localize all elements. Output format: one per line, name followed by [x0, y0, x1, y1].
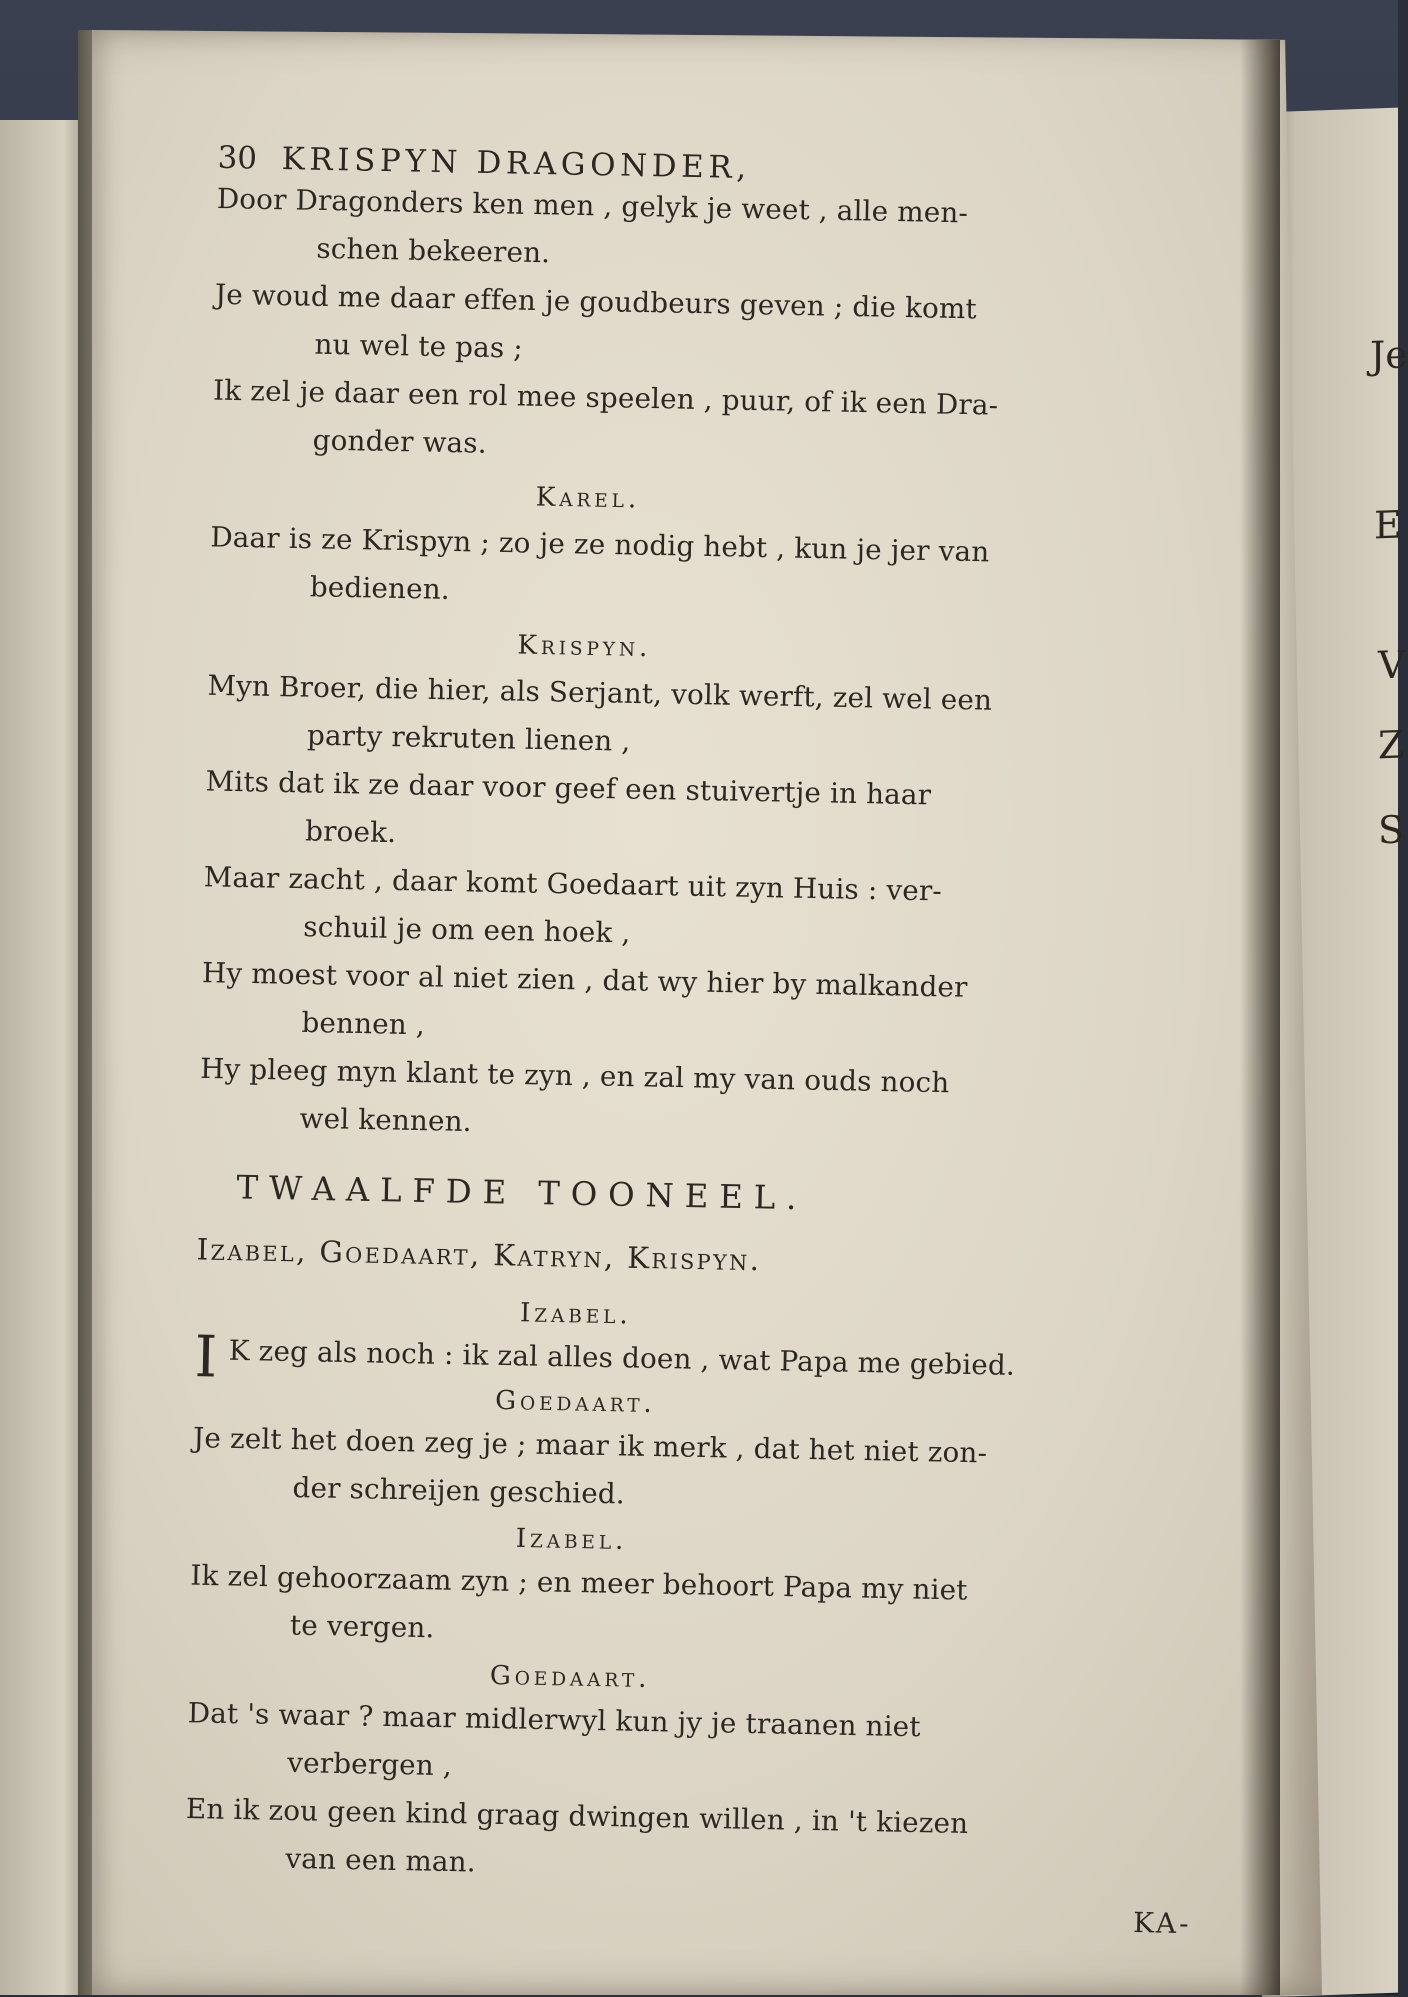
catchword: KA- [1132, 1907, 1192, 1941]
speaker-name: Krispyn. [517, 629, 652, 664]
verse-line: bedienen. [309, 571, 451, 606]
verse-line: Door Dragonders ken men , gelyk je weet , alle men- [216, 183, 969, 230]
verse-line: Myn Broer, die hier, als Serjant, volk werft, zel wel een [207, 669, 993, 717]
page-number: 30 [217, 140, 258, 177]
cast-list: Izabel, Goedaart, Katryn, Krispyn. [196, 1232, 762, 1278]
verse-line: wel kennen. [299, 1102, 473, 1138]
verse-line: En ik zou geen kind graag dwingen willen , in 't kiezen [185, 1793, 969, 1840]
verse-line: Dat 's waar ? maar midlerwyl kun jy je traanen niet [187, 1697, 921, 1744]
speaker-name: Goedaart. [494, 1384, 656, 1419]
verse-line: Je zelt het doen zeg je ; maar ik merk , dat het niet zon- [192, 1422, 988, 1470]
verse-line: Je woud me daar effen je goudbeurs geven ; die komt [214, 279, 978, 326]
verse-line: van een man. [285, 1843, 477, 1879]
verse-line: Mits dat ik ze daar voor geef een stuivertje in haar [205, 765, 932, 812]
page-gutter-shadow [1240, 40, 1280, 1995]
verse-line: party rekruten lienen , [306, 719, 631, 758]
facing-page-fragment: V [1378, 642, 1406, 688]
verse-line: nu wel te pas ; [314, 328, 524, 365]
verse-line: broek. [304, 815, 397, 850]
verse-line: K zeg als noch : ik zal alles doen , wat Papa me gebied. [228, 1335, 1016, 1382]
verse-line: schuil je om een hoek , [303, 911, 631, 950]
verse-line: Maar zacht , daar komt Goedaart uit zyn Huis : ver- [203, 861, 943, 908]
scene-title: TWAALFDE TOONEEL. [236, 1168, 808, 1218]
verse-line: gonder was. [312, 424, 488, 460]
verse-line: Hy pleeg myn klant te zyn , en zal my van ouds noch [199, 1053, 950, 1100]
speaker-name: Izabel. [515, 1522, 628, 1556]
verse-line: schen bekeeren. [316, 233, 551, 270]
verse-line: Daar is ze Krispyn ; zo je ze nodig hebt , kun je jer van [210, 521, 990, 569]
speaker-name: Goedaart. [489, 1659, 651, 1694]
verse-line: der schreijen geschied. [292, 1472, 626, 1511]
speaker-name: Karel. [535, 481, 641, 515]
verse-line: te vergen. [289, 1609, 435, 1645]
left-page-edges [0, 120, 90, 1995]
facing-page-fragment: S [1378, 807, 1405, 853]
verse-line: Hy moest voor al niet zien , dat wy hier by malkander [201, 957, 968, 1004]
drop-capital: I [193, 1323, 218, 1391]
facing-page-fragment: Z [1378, 722, 1405, 768]
verse-line: verbergen , [286, 1747, 453, 1783]
facing-page-fragment: E [1374, 502, 1402, 548]
verse-line: Ik zel je daar een rol mee speelen , puur, of ik een Dra- [212, 374, 999, 422]
verse-line: Ik zel gehoorzaam zyn ; en meer behoort Papa my niet [190, 1559, 968, 1607]
running-head-title: KRISPYN DRAGONDER, [281, 141, 752, 186]
facing-page-fragment: Je [1370, 332, 1408, 378]
verse-line: bennen , [301, 1007, 426, 1042]
speaker-name: Izabel. [519, 1297, 632, 1331]
